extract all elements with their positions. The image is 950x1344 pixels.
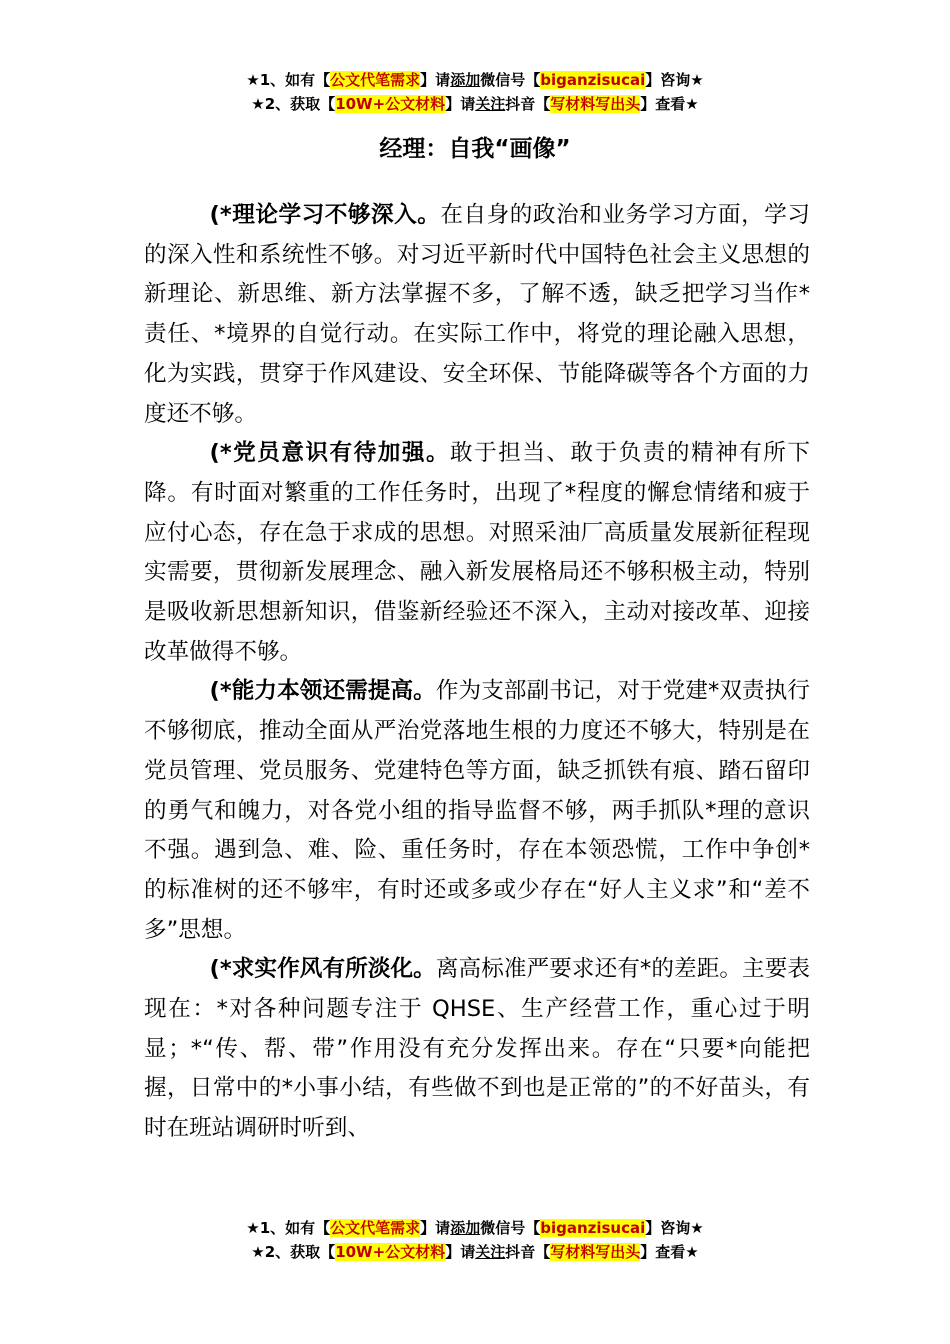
paragraph-heading: (*理论学习不够深入。 (209, 202, 441, 228)
banner-line-2 (0, 1240, 950, 1264)
banner-line-2 (0, 92, 950, 116)
paragraph-body: 离高标准严要求还有*的差距。主要表现在：*对各种问题专注于 QHSE、生产经营工作，重心过于明显；*“传、帮、带”作用没有充分发挥出来。存在“只要*向能把握，日常中的*小事小结，有些做不到也是正常的”的不好苗头，有时在班站调研时听到、 (144, 956, 810, 1142)
banner-text: 】查看★ (640, 95, 699, 113)
banner-text: ★1、如有【 (246, 1219, 331, 1237)
banner-underlined: 添加 (450, 1219, 481, 1237)
paragraph (144, 196, 810, 434)
banner-highlight: 10W+公文材料 (335, 95, 446, 113)
banner-text: 抖音【 (505, 1243, 551, 1261)
paragraph-heading: (*求实作风有所淡化。 (209, 956, 436, 983)
banner-text: ★2、获取【 (251, 1243, 336, 1261)
banner-line-1 (0, 1216, 950, 1240)
banner-text: 】请 (445, 95, 476, 113)
banner-text: ★1、如有【 (246, 71, 331, 89)
paragraph-body: 在自身的政治和业务学习方面，学习的深入性和系统性不够。对习近平新时代中国特色社会主义思想的新理论、新思维、新方法掌握不多，了解不透，缺乏把学习当作*责任、*境界的自觉行动。在实际工作中，将党的理论融入思想，化为实践，贯穿于作风建设、安全环保、节能降碳等各个方面的力度还不够。 (144, 202, 810, 427)
banner-text: 】咨询★ (645, 71, 704, 89)
banner-highlight: biganzisucai (540, 1219, 646, 1237)
banner-underlined: 添加 (450, 71, 481, 89)
banner-text: 微信号【 (480, 1219, 541, 1237)
document-body (144, 196, 810, 1149)
paragraph (144, 672, 810, 950)
paragraph (144, 434, 810, 672)
paragraph-body: 作为支部副书记，对于党建*双责执行不够彻底，推动全面从严治党落地生根的力度还不够大，特别是在党员管理、党员服务、党建特色等方面，缺乏抓铁有痕、踏石留印的勇气和魄力，对各党小组的指导监督不够，两手抓队*理的意识不强。遇到急、难、险、重任务时，存在本领恐慌，工作中争创*的标准树的还不够牢，有时还或多或少存在“好人主义求”和“差不多”思想。 (144, 678, 810, 943)
paragraph-heading: (*党员意识有待加强。 (209, 440, 451, 467)
banner-underlined: 关注 (475, 95, 506, 113)
banner-highlight: 10W+公文材料 (335, 1243, 446, 1261)
banner-text: 】查看★ (640, 1243, 699, 1261)
banner-line-1 (0, 68, 950, 92)
banner-text: 】请 (420, 71, 451, 89)
paragraph-heading: (*能力本领还需提高。 (209, 678, 436, 705)
banner-underlined: 关注 (475, 1243, 506, 1261)
paragraph (144, 950, 810, 1149)
banner-text: 】请 (420, 1219, 451, 1237)
banner-text: 微信号【 (480, 71, 541, 89)
banner-text: ★2、获取【 (251, 95, 336, 113)
banner-highlight: 写材料写出头 (550, 95, 641, 113)
banner-highlight: 写材料写出头 (550, 1243, 641, 1261)
footer-banner (0, 1216, 950, 1264)
banner-text: 】咨询★ (645, 1219, 704, 1237)
banner-highlight: 公文代笔需求 (330, 1219, 421, 1237)
banner-highlight: biganzisucai (540, 71, 646, 89)
banner-text: 】请 (445, 1243, 476, 1261)
header-banner (0, 68, 950, 116)
banner-highlight: 公文代笔需求 (330, 71, 421, 89)
banner-text: 抖音【 (505, 95, 551, 113)
document-title: 经理：自我“画像” (379, 136, 571, 162)
paragraph-body: 敢于担当、敢于负责的精神有所下降。有时面对繁重的工作任务时，出现了*程度的懈怠情绪和疲于应付心态，存在急于求成的思想。对照采油厂高质量发展新征程现实需要，贯彻新发展理念、融入新发展格局还不够积极主动，特别是吸收新思想新知识，借鉴新经验还不深入，主动对接改革、迎接改革做得不够。 (144, 440, 810, 665)
